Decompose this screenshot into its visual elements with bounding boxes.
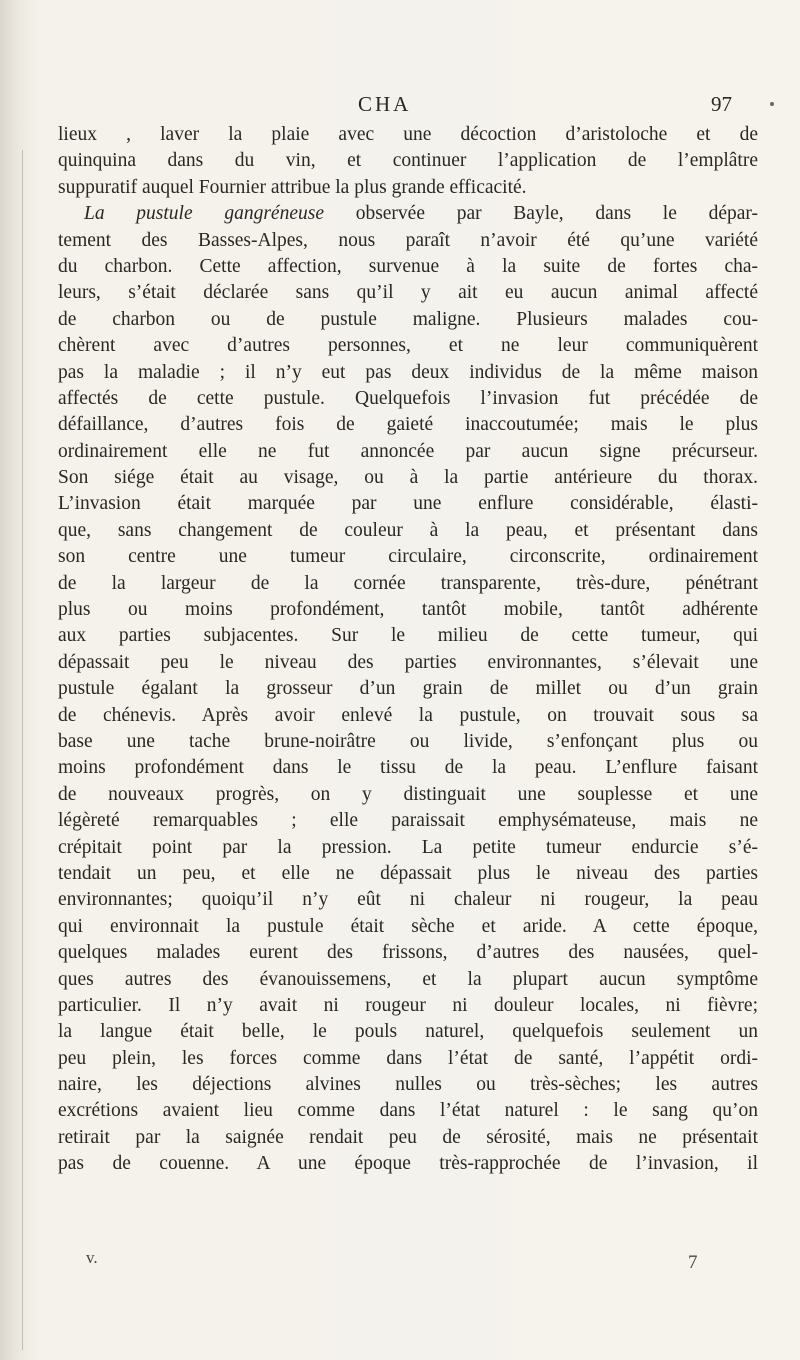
text-line: du charbon. Cette affection, survenue à la suite de fortes cha- (58, 255, 758, 277)
text-line: L’invasion était marquée par une enflure considérable, élasti- (58, 493, 758, 515)
body-text (58, 122, 758, 1178)
text-line: particulier. Il n’y avait ni rougeur ni douleur locales, ni fièvre; (58, 994, 758, 1016)
page-header (58, 92, 758, 118)
text-line: retirait par la saignée rendait peu de sérosité, mais ne présentait (58, 1126, 758, 1148)
text-line: de charbon ou de pustule maligne. Plusieurs malades cou- (58, 308, 758, 330)
text-line: défaillance, d’autres fois de gaieté inaccoutumée; mais le plus (58, 414, 758, 436)
text-line: pustule égalant la grosseur d’un grain de millet ou d’un grain (58, 678, 758, 700)
text-line: qui environnait la pustule était sèche et aride. A cette époque, (58, 915, 758, 937)
text-line: environnantes; quoiqu’il n’y eût ni chaleur ni rougeur, la peau (58, 889, 758, 911)
text-line: La pustule gangréneuse observée par Bayle, dans le dépar- (84, 203, 758, 225)
text-line: pas de couenne. A une époque très-rapprochée de l’invasion, il (58, 1153, 758, 1175)
text-line: chèrent avec d’autres personnes, et ne leur communiquèrent (58, 335, 758, 357)
text-line: de la largeur de la cornée transparente, très-dure, pénétrant (58, 572, 758, 594)
text-line: ques autres des évanouissemens, et la plupart aucun symptôme (58, 968, 758, 990)
text-line: affectés de cette pustule. Quelquefois l’invasion fut précédée de (58, 387, 758, 409)
page-footer (58, 1248, 758, 1276)
text-line: tendait un peu, et elle ne dépassait plus le niveau des parties (58, 862, 758, 884)
text-line: suppuratif auquel Fournier attribue la plus grande efficacité. (58, 176, 527, 198)
text-line: tement des Basses-Alpes, nous paraît n’avoir été qu’une variété (58, 229, 758, 251)
text-line: de chénevis. Après avoir enlevé la pustule, on trouvait sous sa (58, 704, 758, 726)
sheet-number: 7 (688, 1252, 698, 1273)
page-number: 97 (711, 92, 732, 116)
text-line: excrétions avaient lieu comme dans l’état naturel : le sang qu’on (58, 1100, 758, 1122)
text-line: ordinairement elle ne fut annoncée par aucun signe précurseur. (58, 440, 758, 462)
text-line: Son siége était au visage, ou à la partie antérieure du thorax. (58, 467, 758, 489)
text-line: naire, les déjections alvines nulles ou très-sèches; les autres (58, 1074, 758, 1096)
text-line: que, sans changement de couleur à la peau, et présentant dans (58, 519, 758, 541)
text-line: base une tache brune-noirâtre ou livide, s’enfonçant plus ou (58, 730, 758, 752)
text-line: quinquina dans du vin, et continuer l’application de l’emplâtre (58, 150, 758, 172)
text-line: crépitait point par la pression. La petite tumeur endurcie s’é- (58, 836, 758, 858)
binding-gutter (22, 150, 23, 1350)
text-line: plus ou moins profondément, tantôt mobile, tantôt adhérente (58, 599, 758, 621)
signature-mark: v. (86, 1248, 98, 1267)
ink-speck (770, 102, 774, 106)
text-line: pas la maladie ; il n’y eut pas deux individus de la même maison (58, 361, 758, 383)
text-line: leurs, s’était déclarée sans qu’il y ait eu aucun animal affecté (58, 282, 758, 304)
running-title: CHA (358, 92, 412, 116)
text-line: lieux , laver la plaie avec une décoction d’aristoloche et de (58, 124, 758, 145)
text-line: son centre une tumeur circulaire, circonscrite, ordinairement (58, 546, 758, 568)
text-line: légèreté remarquables ; elle paraissait emphysémateuse, mais ne (58, 810, 758, 832)
text-line: moins profondément dans le tissu de la peau. L’enflure faisant (58, 757, 758, 779)
text-line: peu plein, les forces comme dans l’état de santé, l’appétit ordi- (58, 1047, 758, 1069)
text-line: dépassait peu le niveau des parties environnantes, s’élevait une (58, 651, 758, 673)
text-line: la langue était belle, le pouls naturel, quelquefois seulement un (58, 1021, 758, 1043)
text-line: aux parties subjacentes. Sur le milieu de cette tumeur, qui (58, 625, 758, 647)
text-line: quelques malades eurent des frissons, d’autres des nausées, quel- (58, 942, 758, 964)
text-line: de nouveaux progrès, on y distinguait une souplesse et une (58, 783, 758, 805)
italic-term: La pustule gangréneuse (84, 203, 324, 225)
